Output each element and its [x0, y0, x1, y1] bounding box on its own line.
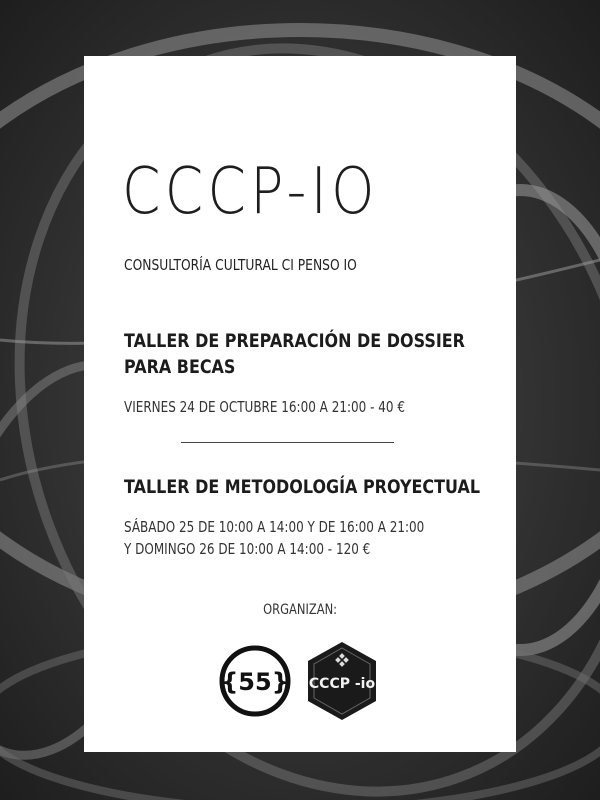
braces-55-logo-icon [218, 644, 292, 718]
workshop-1-title-line: TALLER DE PREPARACIÓN DE DOSSIER [124, 330, 465, 352]
divider [181, 442, 394, 443]
workshop-1-title-line: PARA BECAS [124, 356, 236, 378]
workshop-2-title: TALLER DE METODOLOGÍA PROYECTUAL [124, 476, 481, 498]
workshop-1-title [124, 328, 465, 380]
hexagon-cccp-io-logo-icon [306, 640, 378, 722]
workshop-2-info-line: Y DOMINGO 26 DE 10:00 A 14:00 - 120 € [124, 540, 371, 558]
subtitle: CONSULTORÍA CULTURAL CI PENSO IO [124, 256, 357, 274]
logo-55-text: {55} [221, 668, 289, 696]
workshop-2-info [124, 516, 424, 560]
page-title: CCCP-IO [122, 155, 379, 229]
poster-card [84, 56, 516, 752]
workshop-2-info-line: SÁBADO 25 DE 10:00 A 14:00 Y DE 16:00 A 21:00 [124, 518, 425, 536]
organizers-label: ORGANIZAN: [263, 602, 337, 618]
workshop-1-info: VIERNES 24 DE OCTUBRE 16:00 A 21:00 - 40 € [124, 398, 405, 416]
logo-cccp-text: CCCP -io [308, 676, 376, 692]
